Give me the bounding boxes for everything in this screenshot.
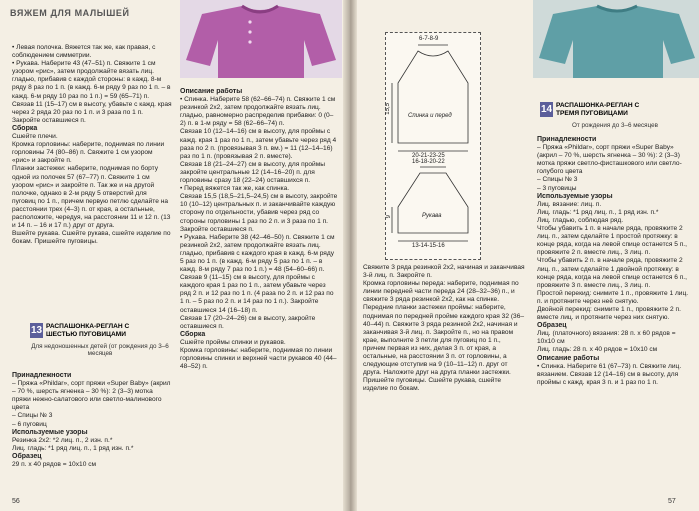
right-page-column-1 <box>363 264 525 496</box>
text-paragraph: Кромка горловины: наберите, поднимая по линии горловины 74 (80–86) п. Свяжите 1 см узором «рис» и закройте п. <box>12 141 165 165</box>
text-paragraph: Двойной перекид: снимите 1 п., провяжите 2 п. вместе лиц. и протяните через них снятую. <box>537 305 681 322</box>
subheading: Принадлежности <box>537 136 597 143</box>
text-paragraph: – Спицы № 3 <box>12 412 53 420</box>
text-paragraph: Связав 15,5 (18,5–21,5–24,5) см в высоту, закройте 10 (10–12) центральных п. и заканчивайте каждую сторону по отдельности, убавив через ряд со стороны горловины 1 раз по 2 п. и 3 раза по 1 п. Закройте оставшиеся п. <box>180 193 338 233</box>
page-number-left: 56 <box>12 498 20 505</box>
schematic-drawing <box>386 33 480 259</box>
subheading: Сборка <box>12 124 38 132</box>
diagram-label-body: Спинка и перед <box>408 113 452 119</box>
left-page-column-1 <box>12 44 172 318</box>
text-paragraph: – 6 пуговиц <box>12 420 47 428</box>
subheading: Описание работы <box>537 354 600 362</box>
text-paragraph: • Рукава. Наберите 38 (42–46–50) п. Свяжите 1 см резинкой 2х2, затем продолжайте вязать лиц. гладью, прибавив с каждого края в кажд. 6-м ряду 5 раз по 1 п. (в кажд. 6-м ряду 5 раз по 1 п. – в кажд. 8-м ряду 7 раз по 1 п.) = 48 (54–60–66) п. <box>180 233 335 274</box>
model-subtitle: От рождения до 3–6 месяцев <box>572 122 658 129</box>
text-paragraph: Связав 9 (11–15) см в высоту, для проймы с каждого края 1 раз по 1 п., затем убавьте через ряд 2 п. и 12 раз по 1 п. (4 раза по 2 п. и 12 раз по 1 п. – 5 раз по 2 п. и 14 раз по 1 п.). Закройте оставшиеся 14 (16–18) п. <box>180 274 334 314</box>
diagram-label-sleeve: Рукава <box>422 213 442 219</box>
text-paragraph: Чтобы убавить 1 п. в начале ряда, провяжите 2 лиц. п., затем сделайте 1 простой протяжку: в конце ряда, когда на левой спице останется 5 п., провяжите 2 п. вместе лиц., 3 лиц. п. <box>537 225 687 257</box>
subheading: Образец <box>537 322 567 330</box>
subheading: Принадлежности <box>12 372 72 379</box>
model-title: РАСПАШОНКА-РЕГЛАН С ШЕСТЬЮ ПУГОВИЦАМИ <box>46 323 130 338</box>
text-paragraph: 29 п. х 40 рядов = 10х10 см <box>12 461 97 469</box>
model-number-badge: 13 <box>30 325 43 336</box>
pink-sweater-image <box>180 0 342 78</box>
text-paragraph: Связав 10 (12–14–16) см в высоту, для проймы с кажд. края 1 раз по 1 п., затем убавьте через ряд 4 раза по 2 п. (провязывая 3 п. вм.) = 11 (12–14–16) раз по 1 п. (провязывая 2 п. вместе). <box>180 128 337 160</box>
text-paragraph: Резинка 2х2: *2 лиц. п., 2 изн. п.* <box>12 436 113 444</box>
text-paragraph: • Спинка. Наберите 61 (67–73) п. Свяжите лиц. вязанием. Связав 12 (14–16) см в высоту, для проймы с кажд. края 3 п. и 1 раз по 1 п. <box>537 362 682 386</box>
right-page-column-2 <box>537 136 691 496</box>
text-paragraph: • Спинка. Наберите 58 (62–66–74) п. Свяжите 1 см резинкой 2х2, затем продолжайте вязать лиц. гладью, равномерно распределив прибавки: 0 (0–2) п. в 1-м ряду = 58 (62–66–74) п. <box>180 96 336 128</box>
model-13-header <box>30 323 170 357</box>
text-paragraph: Сшейте проймы спинки и рукавов. <box>180 338 286 346</box>
text-paragraph: Кромка горловины: наберите, поднимая по линии горловины спинки и верхней части рукавов 40 (44–48–52) п. <box>180 347 337 371</box>
model-14-header <box>540 102 690 129</box>
text-paragraph: • Перед вяжется так же, как спинка. <box>180 185 290 193</box>
text-paragraph: Лиц. гладь: *1 ряд лиц. п., 1 ряд изн. п.* <box>12 444 134 452</box>
text-paragraph: • Левая полочка. Вяжется так же, как правая, с соблюдением симметрии. <box>12 44 156 60</box>
text-paragraph: Кромка горловины переда: наберите, поднимая по линии передней части переда 24 (28–32–36) п., и свяжите 3 ряда резинкой 2х2, как на спинке. <box>363 280 519 304</box>
section-header: ВЯЖЕМ ДЛЯ МАЛЫШЕЙ <box>10 8 130 18</box>
text-paragraph: Связав 11 (15–17) см в высоту, убавьте с кажд. края через 2 ряда 20 раз по 1 п. и 3 раза по 1 п. Закройте оставшиеся п. <box>12 100 172 124</box>
text-paragraph: – Пряжа «Phildar», сорт пряжи «Super Baby» (акрил – 70 %, шерсть ягненка – 30 %): 2 (3–3) мотка пряжи светло-фисташкового или светло-голубого цвета <box>537 144 682 176</box>
text-paragraph: Простой перекид: снимите 1 п., провяжите 1 лиц. п. и протяните через неё снятую. <box>537 289 689 305</box>
text-paragraph: Лиц. гладью, соблюдая ряд. <box>537 216 624 224</box>
subheading: Используемые узоры <box>12 428 88 436</box>
text-paragraph: Лиц. (платочного) вязания: 28 п. х 60 рядов = 10х10 см <box>537 330 676 346</box>
blue-sweater-photo <box>533 0 699 78</box>
diagram-label-top: 6-7-8-9 <box>419 36 439 42</box>
diagram-label-sleeve-height: 9 <box>386 215 392 219</box>
diagram-label-sleeve-top: 16-18-20-22 <box>412 159 445 165</box>
subheading: Образец <box>12 452 42 460</box>
left-page-column-2 <box>180 88 338 496</box>
book-gutter <box>343 0 357 511</box>
model-title: РАСПАШОНКА-РЕГЛАН С ТРЕМЯ ПУГОВИЦАМИ <box>556 102 640 117</box>
model-number-badge: 14 <box>540 104 553 115</box>
left-page-column-1b <box>12 372 172 492</box>
text-paragraph: Чтобы убавить 2 п. в начале ряда, провяжите 2 лиц. п., затем сделайте 1 двойной протяжку: в конце ряда, когда на левой спице останется 6 п., провяжите 3 п. вместе лиц., 3 лиц. п. <box>537 257 687 289</box>
text-paragraph: Связав 18 (21–24–27) см в высоту, для проймы закройте центральные 12 (14–16–20) п. для горловины сразу 18 (22–24) оставшихся п. <box>180 160 325 185</box>
pattern-schematic <box>385 32 481 260</box>
subheading: Используемые узоры <box>537 192 613 200</box>
pink-sweater-photo <box>180 0 342 78</box>
text-paragraph: Планки застежки: наберите, поднимая по борту одной из полочек 57 (67–77) п. Свяжите 1 см узором «рис» и закройте п. Так же и на другой полочке, однако в 2-м ряду 5 отверстий для пуговиц по 1 п., причем первую петлю сделайте на расстоянии трех (4–3) п. от края, а остальные, расположите, чередуя, на расстоянии 11 и 12 п. (13 и 14 п. – 16 и 17 п.) друг от друга. <box>12 165 171 230</box>
text-paragraph: – Пряжа «Phildar», сорт пряжи «Super Baby» (акрил – 70 %, шерсть ягненка – 30 %): 2 (3–3) мотка пряжи нежно-салатового или светло-малинового цвета <box>12 380 171 412</box>
text-paragraph: – 3 пуговицы <box>537 184 577 192</box>
page-number-right: 57 <box>668 498 676 505</box>
subheading: Описание работы <box>180 88 243 95</box>
diagram-label-bottom: 20-21-23-25 <box>412 153 445 159</box>
subheading: Сборка <box>180 330 206 338</box>
text-paragraph: Сшейте плечи. <box>12 133 58 141</box>
text-paragraph: Передние планки застежки проймы: наберите, поднимая по передней пройме каждого края 32 (36–40–44) п. Свяжите 3 ряда резинкой 2х2, начиная и заканчивая 3-й лиц. п. Закройте п., но на правом крае, выполните 3 петли для пуговиц по 1 п., причем первая из них, делая 3 п. от края, а остальные, на расстоянии 3 п. от горловины, а следующие отступив на 9 (10–11–12) п. друг от друга. Наложите друг на друга планки застежки. Пришейте пуговицы. Сшейте рукава, сшейте изделие по бокам. <box>363 304 525 393</box>
text-paragraph: Связав 17 (20–24–26) см в высоту, закройте оставшиеся п. <box>180 314 316 330</box>
blue-sweater-image <box>533 0 699 78</box>
text-paragraph: Свяжите 3 ряда резинкой 2х2, начиная и заканчивая 3-й лиц. п. Закройте п. <box>363 264 525 280</box>
text-paragraph: – Спицы № 3 <box>537 176 578 184</box>
diagram-label-height: 15,5 <box>385 103 391 115</box>
model-subtitle: Для недоношенных детей (от рождения до 3–6 месяцев <box>31 343 169 357</box>
text-paragraph: Лиц. гладь: *1 ряд лиц. п., 1 ряд изн. п.* <box>537 208 659 216</box>
text-paragraph: • Рукава. Наберите 43 (47–51) п. Свяжите 1 см узором «рис», затем продолжайте вязать лиц. гладью, прибавив с каждой стороны: в кажд. 8-м ряду 8 раз по 1 п. (в кажд. 6-м ряду 9 раз по 1 п. – в кажд. 6-м ряду 10 раз по 1 п.) = 59 (65–71) п. <box>12 60 171 100</box>
text-paragraph: Лиц. гладь: 28 п. х 40 рядов = 10х10 см <box>537 346 658 354</box>
text-paragraph: Лиц. вязание: лиц. п. <box>537 200 602 208</box>
diagram-label-sleeve-bottom: 13-14-15-16 <box>412 243 445 249</box>
text-paragraph: Вшейте рукава. Сшейте рукава, сшейте изделие по бокам. Пришейте пуговицы. <box>12 230 171 246</box>
